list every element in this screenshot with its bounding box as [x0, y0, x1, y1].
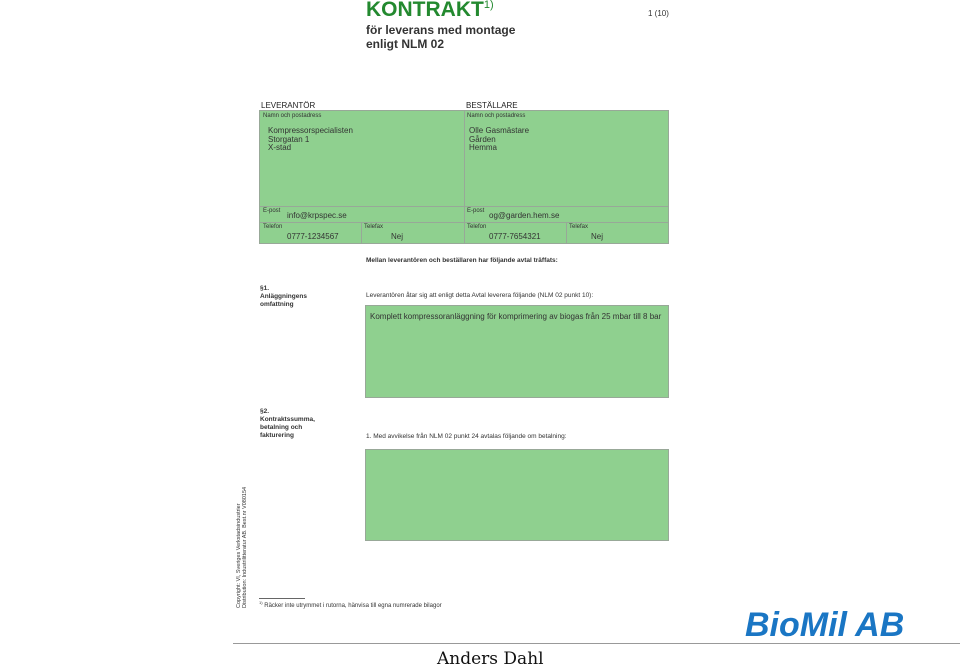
buyer-email-label: E-post	[467, 208, 485, 214]
supplier-email-label: E-post	[263, 208, 281, 214]
document-subtitle	[366, 23, 515, 51]
supplier-email-value: info@krpspec.se	[287, 211, 347, 220]
section-2-heading	[260, 408, 315, 440]
buyer-name-box[interactable]	[464, 110, 669, 207]
supplier-phone-label: Telefon	[263, 224, 283, 230]
section-1-number: §1.	[260, 285, 270, 292]
section-1-title-line: omfattning	[260, 301, 294, 308]
copyright-line-2: Distribution: Industrilitteratur AB. Best.nr V080154	[242, 486, 248, 608]
brand-logo: BioMil AB	[745, 606, 905, 644]
buyer-address-line: Gården	[469, 134, 496, 144]
copyright-line-1: Copyright: VI, Sveriges Verkstadsindustrier	[236, 503, 242, 608]
title-footnote-marker: 1)	[483, 0, 494, 11]
section-2-title-line: Kontraktssumma,	[260, 416, 315, 423]
buyer-heading: BESTÄLLARE	[466, 101, 518, 110]
buyer-fax-field[interactable]	[566, 222, 669, 244]
buyer-email-value: og@garden.hem.se	[489, 211, 560, 220]
section-2-title-line: betalning och	[260, 424, 303, 431]
buyer-phone-label: Telefon	[467, 224, 487, 230]
supplier-phone-field[interactable]	[259, 222, 362, 244]
buyer-address-line: Olle Gasmästare	[469, 126, 530, 135]
section-2-title-line: fakturering	[260, 432, 294, 439]
buyer-fax-value: Nej	[591, 232, 604, 241]
signature: Anders Dahl	[437, 649, 544, 669]
supplier-name-label: Namn och postadress	[263, 113, 322, 119]
section-1-content: Komplett kompressoranläggning för komprimering av biogas från 25 mbar till 8 bar	[370, 312, 662, 321]
supplier-address	[268, 127, 353, 153]
subtitle-line-1: för leverans med montage	[366, 23, 516, 37]
footnote-text: Räcker inte utrymmet i rutorna, hänvisa till egna numrerade bilagor	[264, 603, 442, 609]
supplier-fax-value: Nej	[391, 232, 404, 241]
supplier-fax-label: Telefax	[364, 224, 384, 230]
section-1-title-line: Anläggningens	[260, 293, 307, 300]
supplier-heading: LEVERANTÖR	[261, 101, 316, 110]
supplier-address-line: Kompressorspecialisten	[268, 126, 353, 135]
supplier-address-line: X-stad	[268, 143, 292, 152]
document-title: KONTRAKT$^{1)}$	[366, 0, 494, 21]
supplier-address-line: Storgatan 1	[268, 134, 310, 144]
buyer-name-label: Namn och postadress	[467, 113, 526, 119]
section-2-payment-box[interactable]	[365, 449, 669, 541]
supplier-name-box[interactable]	[259, 110, 465, 207]
section-1-text: Leverantören åtar sig att enligt detta Avtal leverera följande (NLM 02 punkt 10):	[366, 292, 594, 299]
subtitle-line-2: enligt NLM 02	[366, 37, 445, 51]
agreement-intro: Mellan leverantören och beställaren har följande avtal träffats:	[366, 257, 558, 264]
section-2-number: §2.	[260, 408, 270, 415]
buyer-phone-field[interactable]	[464, 222, 567, 244]
buyer-fax-label: Telefax	[569, 224, 589, 230]
section-2-text: 1. Med avvikelse från NLM 02 punkt 24 avtalas följande om betalning:	[366, 433, 567, 440]
buyer-address-line: Hemma	[469, 143, 498, 152]
section-1-content-box[interactable]	[365, 305, 669, 398]
buyer-address	[469, 127, 529, 153]
page-number: 1 (10)	[648, 9, 669, 18]
section-1-heading	[260, 285, 307, 309]
footnote	[259, 600, 442, 609]
supplier-fax-field[interactable]	[361, 222, 465, 244]
footnote-marker: 1)	[259, 600, 263, 605]
footnote-divider	[259, 598, 305, 599]
buyer-phone-value: 0777-7654321	[489, 232, 541, 241]
supplier-phone-value: 0777-1234567	[287, 232, 339, 241]
